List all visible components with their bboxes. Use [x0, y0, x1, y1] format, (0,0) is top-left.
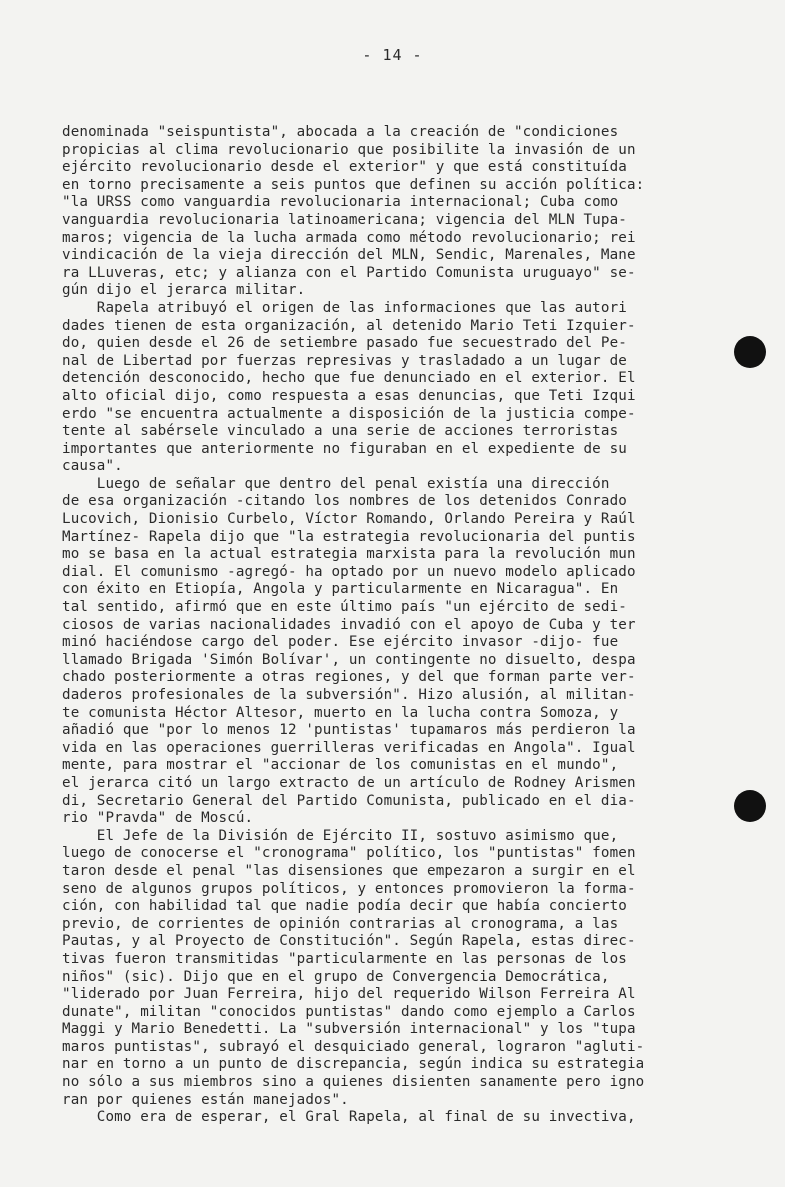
text-line: dades tienen de esta organización, al detenido Mario Teti Izquier- [62, 317, 636, 334]
text-line: luego de conocerse el "cronograma" político, los "puntistas" fomen [62, 845, 636, 862]
text-line: Rapela atribuyó el origen de las informaciones que las autori [62, 299, 627, 316]
text-line: no sólo a sus miembros sino a quienes disienten sanamente pero igno [62, 1074, 645, 1091]
text-line: El Jefe de la División de Ejército II, sostuvo asimismo que, [62, 827, 619, 844]
text-line: ejército revolucionario desde el exterior" y que está constituída [62, 159, 627, 176]
body-text [62, 124, 742, 1127]
text-line: "liderado por Juan Ferreira, hijo del requerido Wilson Ferreira Al [62, 986, 636, 1003]
text-line: dunate", militan "conocidos puntistas" dando como ejemplo a Carlos [62, 1003, 636, 1020]
text-line: tal sentido, afirmó que en este último país "un ejército de sedi- [62, 599, 627, 616]
punch-hole-top [734, 336, 766, 368]
text-line: chado posteriormente a otras regiones, y del que forman parte ver- [62, 669, 636, 686]
text-line: te comunista Héctor Altesor, muerto en la lucha contra Somoza, y [62, 704, 619, 721]
text-line: vindicación de la vieja dirección del MLN, Sendic, Marenales, Mane [62, 247, 636, 264]
text-line: el jerarca citó un largo extracto de un artículo de Rodney Arismen [62, 774, 636, 791]
text-line: daderos profesionales de la subversión". Hizo alusión, al militan- [62, 687, 636, 703]
text-line: ran por quienes están manejados". [62, 1091, 349, 1108]
text-line: "la URSS como vanguardia revolucionaria internacional; Cuba como [62, 194, 619, 211]
text-line: ra LLuveras, etc; y alianza con el Partido Comunista uruguayo" se- [62, 264, 636, 281]
text-line: llamado Brigada 'Simón Bolívar', un contingente no disuelto, despa [62, 651, 636, 668]
text-line: previo, de corrientes de opinión contrarias al cronograma, a las [62, 915, 619, 932]
text-line: ción, con habilidad tal que nadie podía decir que había concierto [62, 898, 627, 915]
text-line: ciosos de varias nacionalidades invadió con el apoyo de Cuba y ter [62, 616, 636, 633]
text-line: Pautas, y al Proyecto de Constitución". Según Rapela, estas direc- [62, 933, 636, 950]
text-line: Luego de señalar que dentro del penal existía una dirección [62, 475, 610, 492]
text-line: denominada "seispuntista", abocada a la creación de "condiciones [62, 124, 619, 140]
text-line: Lucovich, Dionisio Curbelo, Víctor Romando, Orlando Pereira y Raúl [62, 511, 636, 528]
text-line: Martínez- Rapela dijo que "la estrategia revolucionaria del puntis [62, 528, 636, 545]
text-line: maros puntistas", subrayó el desquiciado general, lograron "agluti- [62, 1038, 645, 1055]
text-line: niños" (sic). Dijo que en el grupo de Convergencia Democrática, [62, 968, 610, 985]
text-line: gún dijo el jerarca militar. [62, 282, 306, 299]
text-line: mo se basa en la actual estrategia marxista para la revolución mun [62, 546, 636, 563]
text-line: seno de algunos grupos políticos, y entonces promovieron la forma- [62, 880, 636, 897]
page-number: - 14 - [362, 46, 423, 64]
text-line: maros; vigencia de la lucha armada como método revolucionario; rei [62, 229, 636, 246]
text-line: di, Secretario General del Partido Comunista, publicado en el dia- [62, 792, 636, 809]
text-line: tente al sabérsele vinculado a una serie de acciones terroristas [62, 423, 619, 440]
text-line: nar en torno a un punto de discrepancia, según indica su estrategia [62, 1056, 645, 1073]
text-line: propicias al clima revolucionario que posibilite la invasión de un [62, 141, 636, 158]
text-line: mente, para mostrar el "accionar de los comunistas en el mundo", [62, 757, 619, 774]
text-line: do, quien desde el 26 de setiembre pasado fue secuestrado del Pe- [62, 335, 627, 352]
text-line: taron desde el penal "las disensiones que empezaron a surgir en el [62, 862, 636, 879]
text-line: con éxito en Etiopía, Angola y particularmente en Nicaragua". En [62, 581, 619, 598]
text-line: Maggi y Mario Benedetti. La "subversión internacional" y los "tupa [62, 1021, 636, 1038]
text-line: alto oficial dijo, como respuesta a esas denuncias, que Teti Izqui [62, 387, 636, 404]
text-line: tivas fueron transmitidas "particularmente en las personas de los [62, 950, 627, 967]
text-line: añadió que "por lo menos 12 'puntistas' tupamaros más perdieron la [62, 722, 636, 739]
text-line: erdo "se encuentra actualmente a disposición de la justicia compe- [62, 405, 636, 422]
punch-hole-bottom [734, 790, 766, 822]
text-line: detención desconocido, hecho que fue denunciado en el exterior. El [62, 370, 636, 387]
text-line: minó haciéndose cargo del poder. Ese ejército invasor -dijo- fue [62, 634, 619, 651]
text-line: Como era de esperar, el Gral Rapela, al final de su invectiva, [62, 1109, 636, 1126]
text-line: causa". [62, 458, 123, 475]
text-line: importantes que anteriormente no figuraban en el expediente de su [62, 440, 627, 457]
text-line: vanguardia revolucionaria latinoamericana; vigencia del MLN Tupa- [62, 211, 627, 228]
text-line: rio "Pravda" de Moscú. [62, 810, 254, 827]
text-line: de esa organización -citando los nombres de los detenidos Conrado [62, 493, 627, 510]
text-line: vida en las operaciones guerrilleras verificadas en Angola". Igual [62, 739, 636, 756]
text-line: en torno precisamente a seis puntos que definen su acción política: [62, 176, 645, 193]
text-line: dial. El comunismo -agregó- ha optado por un nuevo modelo aplicado [62, 563, 636, 580]
text-line: nal de Libertad por fuerzas represivas y trasladado a un lugar de [62, 352, 627, 369]
